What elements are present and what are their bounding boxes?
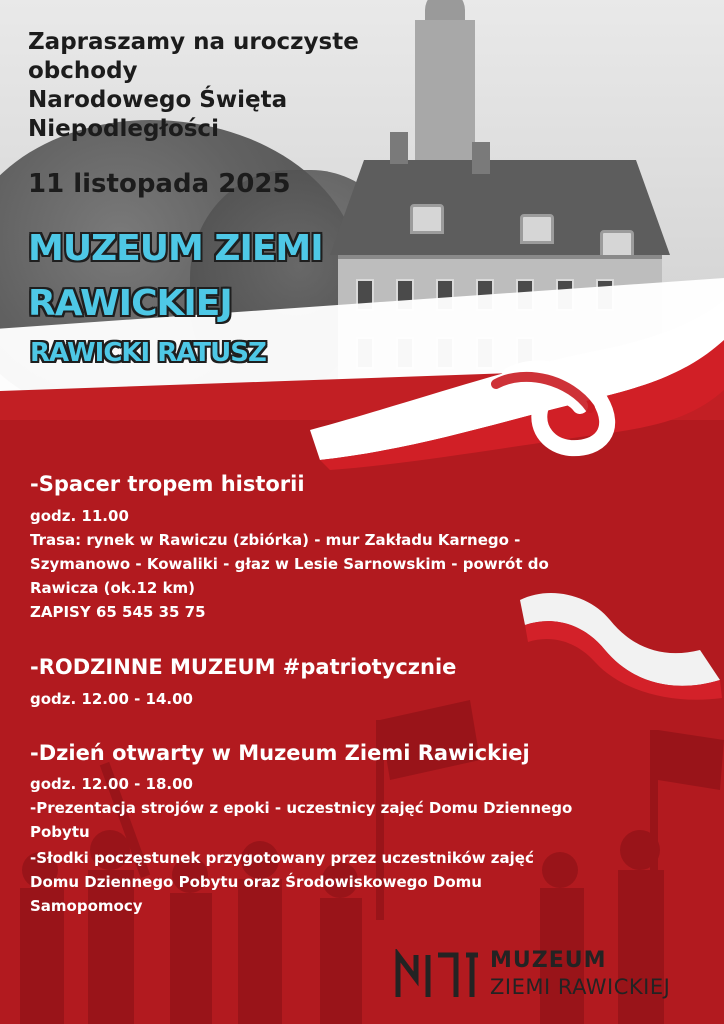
event-1-detail: Trasa: rynek w Rawiczu (zbiórka) - mur Zakładu Karnego - xyxy=(30,531,521,549)
event-1-detail: Rawicza (ok.12 km) xyxy=(30,579,196,597)
event-date: 11 listopada 2025 xyxy=(28,169,291,199)
title-line-3: Narodowego Święta xyxy=(28,87,288,113)
venue-line-1: MUZEUM ZIEMI xyxy=(28,228,323,269)
museum-logo-mark-icon xyxy=(394,949,480,999)
event-1-title: -Spacer tropem historii xyxy=(30,472,305,496)
title-line-4: Niepodległości xyxy=(28,116,219,142)
venue-line-2: RAWICKIEJ xyxy=(28,283,232,324)
event-3-title: -Dzień otwarty w Muzeum Ziemi Rawickiej xyxy=(30,741,530,765)
dormer-window xyxy=(410,204,444,234)
title-line-1: Zapraszamy na uroczyste xyxy=(28,29,359,55)
event-2-time: godz. 12.00 - 14.00 xyxy=(30,690,193,708)
event-3-detail: -Słodki poczęstunek przygotowany przez uczestników zajęć xyxy=(30,849,534,867)
dormer-window xyxy=(520,214,554,244)
venue-line-3: RAWICKI RATUSZ xyxy=(30,338,266,368)
clock-tower xyxy=(415,20,475,170)
flag-ribbon-icon xyxy=(300,280,724,470)
event-3-detail: Samopomocy xyxy=(30,897,143,915)
museum-logo xyxy=(394,944,704,1002)
title-line-2: obchody xyxy=(28,58,138,84)
event-3-detail: Pobytu xyxy=(30,823,90,841)
event-3-time: godz. 12.00 - 18.00 xyxy=(30,775,193,793)
event-1-detail: Szymanowo - Kowaliki - głaz w Lesie Sarnowskim - powrót do xyxy=(30,555,549,573)
event-1-signup: ZAPISY 65 545 35 75 xyxy=(30,603,206,621)
logo-line-2: ZIEMI RAWICKIEJ xyxy=(490,975,671,999)
event-3-detail: -Prezentacja strojów z epoki - uczestnicy zajęć Domu Dziennego xyxy=(30,799,573,817)
invitation-title xyxy=(28,28,408,144)
event-1-time: godz. 11.00 xyxy=(30,507,129,525)
chimney xyxy=(472,142,490,174)
event-3-detail: Domu Dziennego Pobytu oraz Środowiskowego Domu xyxy=(30,873,482,891)
logo-line-1: MUZEUM xyxy=(490,948,607,973)
event-2-title: -RODZINNE MUZEUM #patriotycznie xyxy=(30,655,457,679)
small-ribbon-icon xyxy=(510,580,724,700)
